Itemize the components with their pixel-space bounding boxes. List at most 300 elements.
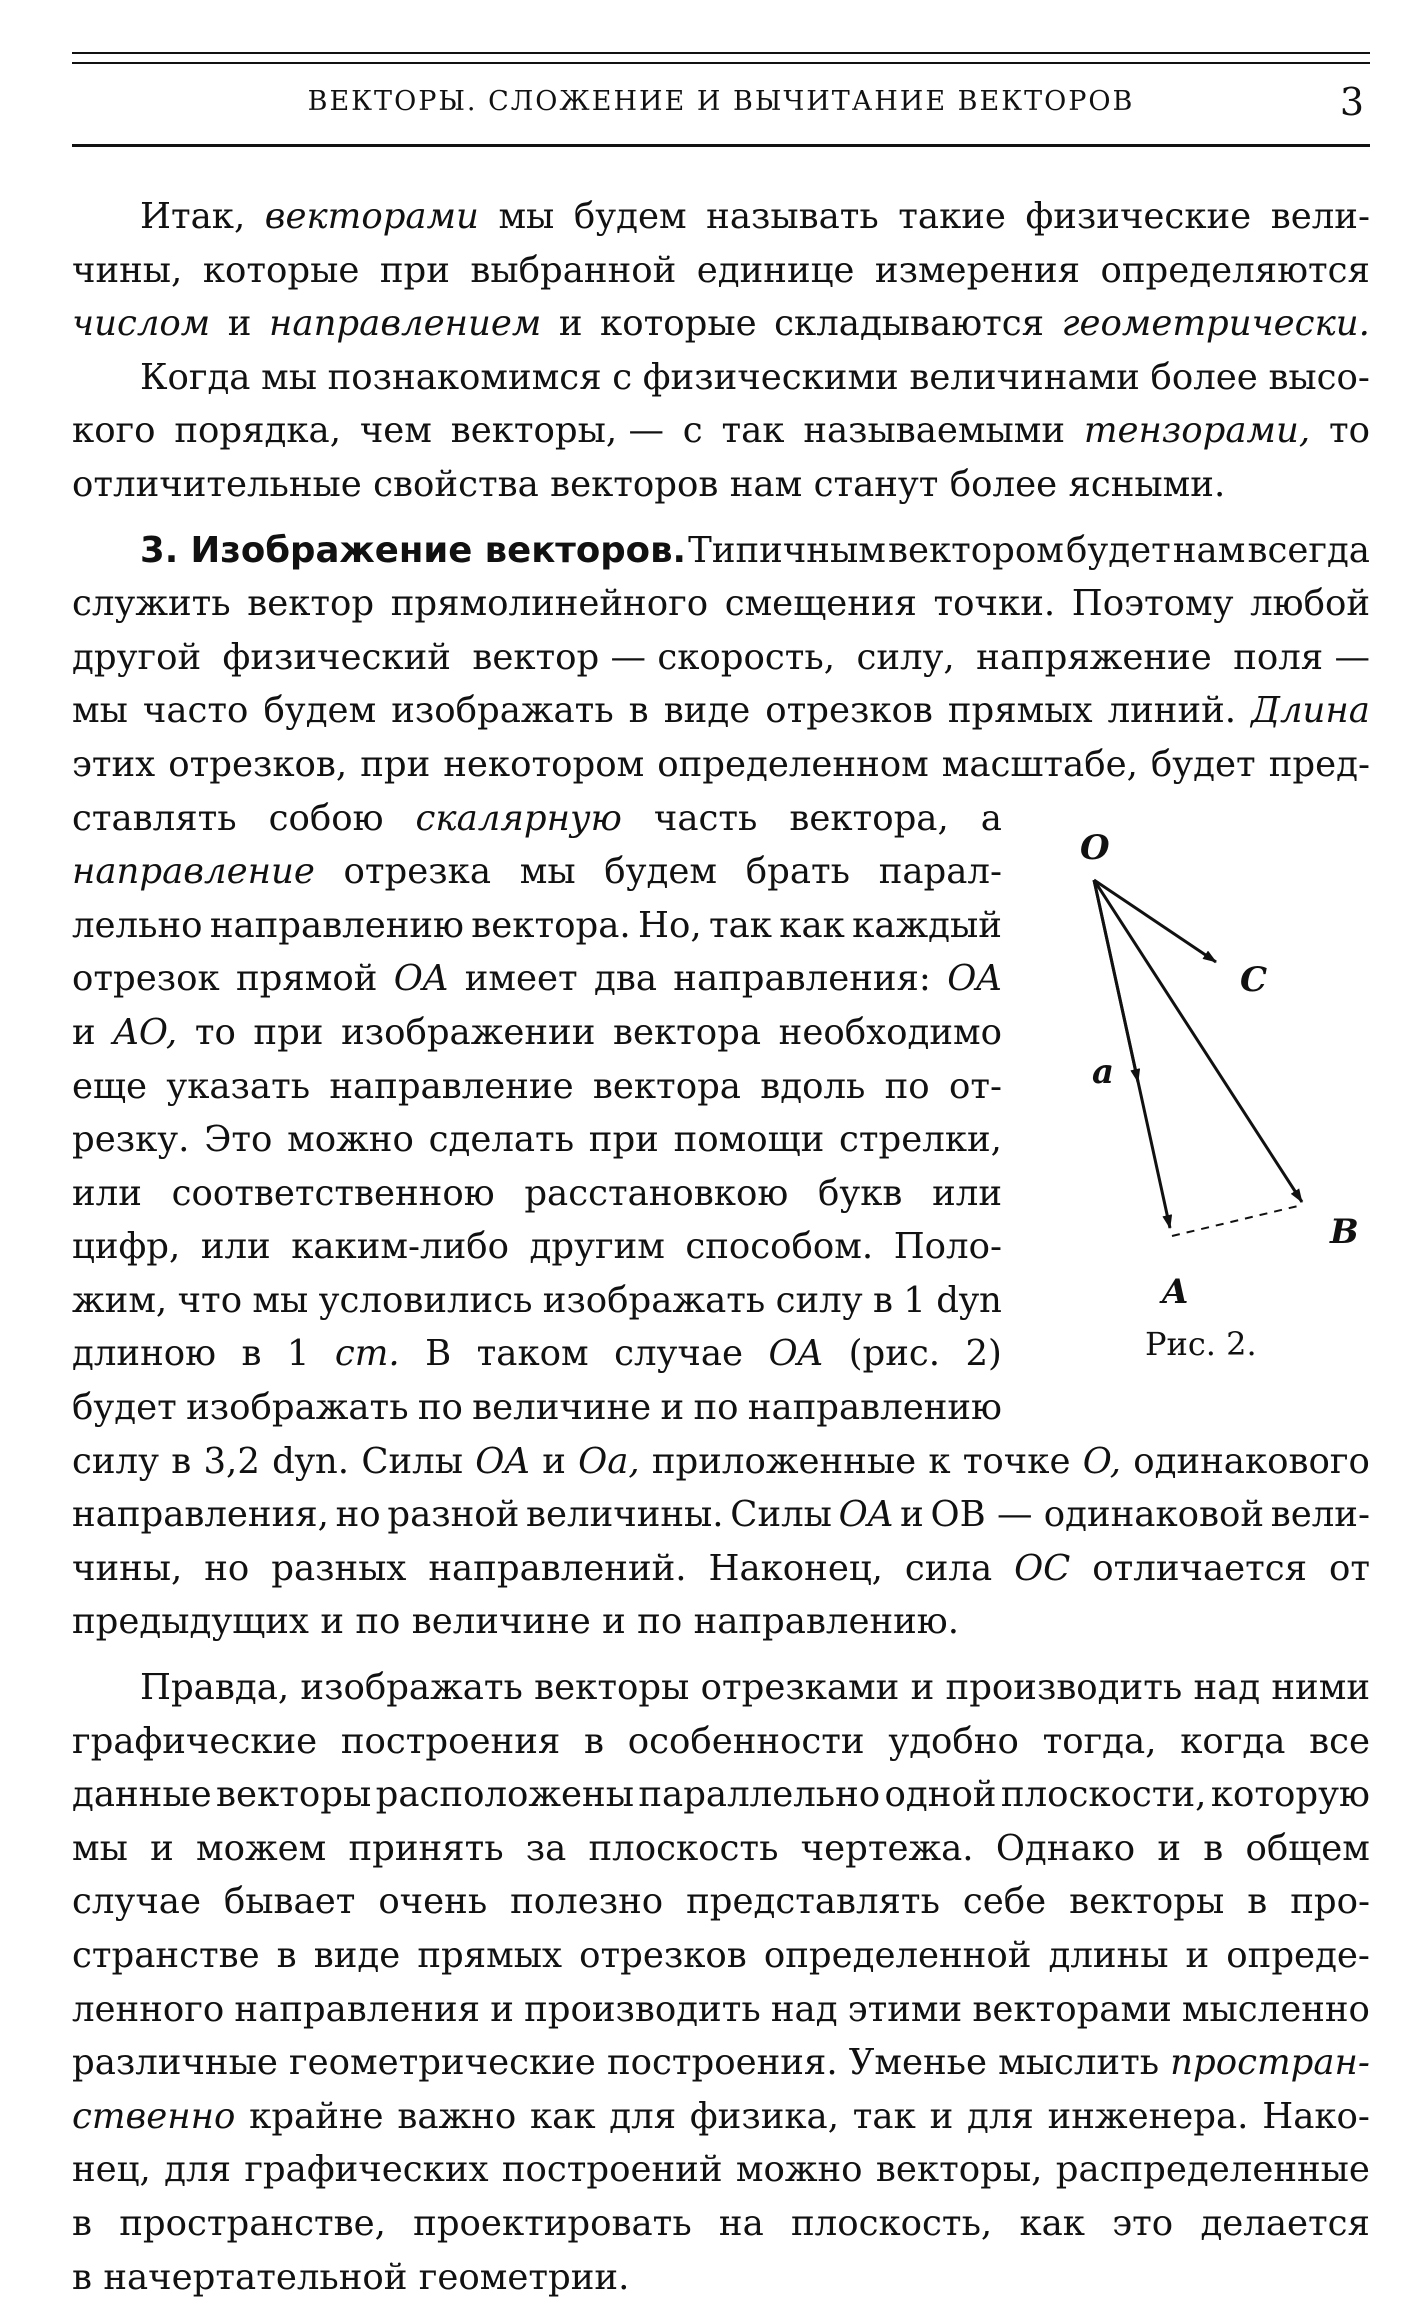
word: в [628, 690, 649, 732]
word: то [194, 1011, 236, 1053]
label-O: O [1080, 828, 1110, 868]
word: цифр, [72, 1226, 181, 1268]
word: OA [838, 1494, 894, 1536]
word: и [1157, 1827, 1182, 1869]
word: нам [729, 463, 803, 505]
word: направления [234, 1988, 481, 2030]
word: при [360, 743, 431, 785]
word: будем [573, 196, 687, 237]
word: AO, [113, 1011, 178, 1053]
word: важно [397, 2095, 517, 2137]
label-A: A [1162, 1272, 1189, 1312]
word: величинами [909, 356, 1140, 398]
word: ственно [72, 2095, 236, 2137]
word: свойства [373, 463, 539, 505]
word: тензорами, [1083, 410, 1311, 452]
word: мы [519, 851, 576, 893]
word: вели- [1270, 1494, 1370, 1536]
word: длиною [72, 1333, 217, 1375]
word: направлений. [428, 1547, 687, 1589]
word: направлением [269, 303, 542, 345]
word: для [164, 2149, 231, 2191]
word: которую [1210, 1774, 1370, 1816]
word: чертежа. [800, 1827, 974, 1869]
word: расстановкою [524, 1172, 789, 1214]
word: в [72, 2202, 92, 2244]
word: силу [775, 1279, 863, 1321]
word: называть [706, 196, 879, 237]
word: и [929, 2095, 954, 2137]
word: очень [378, 1881, 488, 1923]
word: построения [340, 1720, 561, 1762]
word: вектором [887, 529, 1064, 571]
running-title: ВЕКТОРЫ. СЛОЖЕНИЕ И ВЫЧИТАНИЕ ВЕКТОРОВ [307, 86, 1135, 117]
word: этими [847, 1988, 963, 2030]
text-line [72, 684, 1370, 738]
text-line [72, 1595, 1370, 1649]
word: плоскость, [791, 2202, 993, 2244]
word: OC [1014, 1547, 1071, 1589]
word: расположены [375, 1774, 634, 1816]
word: масштабе, [941, 743, 1138, 785]
text-line [72, 1822, 1370, 1876]
word: более [949, 463, 1058, 505]
word: направления, [72, 1494, 329, 1536]
word: измерения [874, 249, 1081, 291]
word: изображении [341, 1011, 596, 1053]
word: точки. [933, 583, 1056, 625]
word: чем [359, 410, 432, 452]
word: прямолинейного [390, 583, 709, 625]
word: чины, [72, 249, 183, 291]
word: более [1150, 356, 1258, 398]
word: Oa, [578, 1440, 640, 1482]
word: определенном [657, 743, 929, 785]
word: построений [501, 2149, 723, 2191]
word: разной [387, 1494, 520, 1536]
word: OA [947, 958, 1002, 1000]
word: и [900, 1494, 924, 1536]
text-line [72, 845, 1002, 899]
word: все [1309, 1720, 1370, 1762]
word: и [72, 1011, 96, 1053]
word: жим, [72, 1279, 168, 1321]
word: называемыми [803, 410, 1066, 452]
word: физические [1025, 196, 1252, 237]
word: или [200, 1226, 271, 1268]
word: в [241, 1333, 262, 1375]
word: любой [1250, 583, 1370, 625]
word: вектора [592, 1065, 741, 1107]
word: плоскость [588, 1827, 779, 1869]
word: случае [614, 1333, 744, 1375]
word: и [150, 1827, 174, 1869]
word: станут [813, 463, 939, 505]
word: тогда, [1042, 1720, 1157, 1762]
word: мы [498, 196, 555, 237]
word: В [425, 1333, 452, 1375]
word: единице [696, 249, 855, 291]
word: которые [202, 249, 360, 291]
word: направления: [673, 958, 931, 1000]
header-rule-bottom [72, 144, 1370, 147]
dashed-segment-AB [1172, 1206, 1298, 1236]
word: направление [329, 1065, 574, 1107]
word: часть [653, 797, 758, 839]
text-line [72, 297, 1370, 351]
word: принять [348, 1827, 504, 1869]
word: выбранной [470, 249, 677, 291]
text-line [72, 2251, 1370, 2305]
word: будет [72, 1387, 177, 1429]
word: вектора. [471, 904, 631, 946]
word: над [1193, 1667, 1261, 1709]
word: изображать [186, 1387, 409, 1429]
word: такие [898, 196, 1006, 237]
word: величины. [526, 1494, 724, 1536]
word: различные [72, 2042, 278, 2084]
word: графических [244, 2149, 489, 2191]
word: с [612, 356, 633, 398]
word: линий. [1107, 690, 1237, 732]
word: или [72, 1172, 142, 1214]
word: можем [195, 1827, 327, 1869]
text-line [72, 524, 1370, 578]
word: векторы [534, 1667, 690, 1709]
word: опреде- [1226, 1935, 1370, 1976]
word: отрезками [700, 1667, 900, 1709]
text-line [72, 1875, 1370, 1929]
word: собою [268, 797, 384, 839]
word: изображать [391, 690, 614, 732]
word: стрелки, [839, 1119, 1002, 1161]
word: или [932, 1172, 1002, 1214]
word: в [171, 1440, 192, 1482]
word: сила [904, 1547, 993, 1589]
word: два [593, 958, 657, 1000]
word: Силы [730, 1494, 832, 1536]
word: и [542, 1440, 566, 1482]
word: векторы [1069, 1881, 1225, 1923]
word: физика, [689, 2095, 839, 2137]
text-line [72, 1006, 1002, 1060]
text-line [72, 2143, 1370, 2197]
word: Это [204, 1119, 273, 1161]
word: Длина [1251, 690, 1370, 732]
text-line [72, 792, 1002, 846]
word: производить [945, 1667, 1183, 1709]
word: как [779, 904, 845, 946]
word: начертательной [103, 2256, 408, 2298]
text-line [72, 738, 1370, 792]
word: и [320, 1601, 344, 1643]
word: будем [263, 690, 377, 732]
word: вектора, [789, 797, 949, 839]
word: смещения [724, 583, 917, 625]
word: силу [72, 1440, 159, 1482]
word: данные [72, 1774, 212, 1816]
word: Поэтому [1071, 583, 1234, 625]
word: приложенные [651, 1440, 917, 1482]
word: Силы [361, 1440, 463, 1482]
word: отличается [1092, 1547, 1308, 1589]
word: векторами [972, 1988, 1172, 2030]
word: векторы, [875, 2149, 1043, 2191]
header-rule-top [72, 52, 1370, 54]
text-line [72, 1661, 1370, 1715]
word: по [417, 1387, 463, 1429]
word: с [682, 410, 703, 452]
word: полезно [510, 1881, 664, 1923]
word: часто [142, 690, 249, 732]
word: каким-либо [291, 1226, 509, 1268]
word: когда [1180, 1720, 1286, 1762]
word: ставлять [72, 797, 237, 839]
word: пространстве, [119, 2202, 386, 2244]
word: dyn. [272, 1440, 350, 1482]
word: величине [472, 1387, 652, 1429]
word: и [1185, 1935, 1210, 1976]
word: вектора [612, 1011, 762, 1053]
word: векторы [216, 1774, 372, 1816]
text-line [72, 1274, 1002, 1328]
word: инженера. [1047, 2095, 1249, 2137]
word: вели- [1270, 196, 1370, 237]
word: указать [166, 1065, 311, 1107]
word: виде [313, 1935, 401, 1976]
word: порядка, [174, 410, 342, 452]
word: векторов [550, 463, 719, 505]
word: это [1112, 2202, 1174, 2244]
word: странстве [72, 1935, 260, 1976]
word: так [721, 410, 785, 452]
word: числом [72, 303, 211, 345]
word: прямых [417, 1935, 563, 1976]
vector-diagram [1040, 820, 1360, 1320]
word: бывает [223, 1881, 356, 1923]
word: направлению [209, 904, 464, 946]
word: Итак, [140, 196, 246, 237]
word: по [355, 1601, 401, 1643]
word: будет [1065, 529, 1171, 571]
text-line [72, 1983, 1370, 2037]
text-line [72, 1542, 1370, 1596]
word: мы [72, 690, 128, 732]
word: геометрически. [1061, 303, 1370, 345]
word: направлению. [693, 1601, 959, 1643]
word: проектировать [413, 2202, 692, 2244]
word: условились [318, 1279, 533, 1321]
label-C: C [1240, 960, 1268, 1000]
word: таком [476, 1333, 589, 1375]
word: мы [72, 1827, 128, 1869]
word: Уменье [848, 2042, 987, 2084]
word: чины, [72, 1547, 183, 1589]
word: но [335, 1494, 381, 1536]
word: одной [884, 1774, 997, 1816]
text-line [72, 1715, 1370, 1769]
word: способом. [685, 1226, 874, 1268]
word: Нако- [1262, 2095, 1370, 2137]
word: пред- [1268, 743, 1370, 785]
text-line [72, 1929, 1370, 1983]
text-line [72, 952, 1002, 1006]
word: определяются [1100, 249, 1370, 291]
vector-OC [1094, 880, 1216, 962]
word: отрезков, [168, 743, 348, 785]
word: вдоль [760, 1065, 866, 1107]
word: длины [1048, 1935, 1169, 1976]
word: вектор — скорость, [472, 636, 835, 678]
word: Когда [140, 356, 251, 398]
word: как [1019, 2202, 1085, 2244]
word: 1 [903, 1279, 926, 1321]
text-line [72, 1381, 1002, 1435]
word: делается [1200, 2202, 1370, 2244]
word: отличительные [72, 463, 362, 505]
word: построения. [606, 2042, 838, 2084]
word: складываются [774, 303, 1045, 345]
word: лельно [72, 904, 203, 946]
word: графические [72, 1720, 318, 1762]
text-line [72, 244, 1370, 298]
word: представлять [686, 1881, 940, 1923]
word: производить [524, 1988, 761, 2030]
word: при [253, 1011, 324, 1053]
word: другой [72, 636, 202, 678]
word: параллельно [638, 1774, 881, 1816]
word: так [708, 904, 772, 946]
header-rule-top-second [72, 62, 1370, 64]
word: точке [962, 1440, 1071, 1482]
word: удобно [888, 1720, 1019, 1762]
word: мы [261, 356, 317, 398]
word: в [583, 1720, 604, 1762]
word: ними [1271, 1667, 1370, 1709]
figure-caption: Рис. 2. [1145, 1325, 1257, 1363]
word: при [588, 1119, 659, 1161]
word: физическими [642, 356, 899, 398]
word: помощи [673, 1119, 825, 1161]
word: в [872, 1279, 893, 1321]
text-line [72, 1060, 1002, 1114]
text-line [72, 2197, 1370, 2251]
word: соответственною [171, 1172, 495, 1214]
word: 2) [965, 1333, 1002, 1375]
word: OA [768, 1333, 824, 1375]
word: крайне [249, 2095, 384, 2137]
word: над [770, 1988, 838, 2030]
word: еще [72, 1065, 148, 1107]
word: по [693, 1387, 739, 1429]
word: геометрии. [418, 2256, 630, 2298]
text-line [72, 1113, 1002, 1167]
word: будет [1150, 743, 1256, 785]
text-line [72, 1167, 1002, 1221]
word: векторы, — [450, 410, 664, 452]
word: отрезок [72, 958, 220, 1000]
word: геометрические [288, 2042, 596, 2084]
word: каждый [852, 904, 1002, 946]
page-number: 3 [1339, 80, 1364, 124]
label-a: a [1092, 1052, 1115, 1092]
word: от [1328, 1547, 1370, 1589]
word: и [490, 1988, 514, 2030]
word: поля — [1233, 636, 1370, 678]
word: общем [1245, 1827, 1370, 1869]
word: прямой [235, 958, 378, 1000]
text-line [72, 1488, 1370, 1542]
word: направление [72, 851, 315, 893]
word: виде [663, 690, 751, 732]
word: так [852, 2095, 916, 2137]
word: к [928, 1440, 951, 1482]
word: dyn [936, 1279, 1002, 1321]
text-line [72, 1435, 1370, 1489]
word: изображать [300, 1667, 523, 1709]
word: кого [72, 410, 156, 452]
text-line [72, 1220, 1002, 1274]
text-line [72, 2090, 1370, 2144]
word: и [602, 1601, 626, 1643]
word: OB — одинаковой [930, 1494, 1265, 1536]
word: отрезков [579, 1935, 747, 1976]
running-header [72, 80, 1370, 130]
text-line [72, 2036, 1370, 2090]
word: и [227, 303, 252, 345]
text-line [72, 1327, 1002, 1381]
word: случае [72, 1881, 201, 1923]
text-line [72, 631, 1370, 685]
word: Но, [638, 904, 702, 946]
word: изображать [542, 1279, 766, 1321]
word: силу, [856, 636, 955, 678]
word: резку. [72, 1119, 190, 1161]
word: Типичным [688, 529, 886, 571]
word: можно [287, 1119, 414, 1161]
word: скалярную [415, 797, 622, 839]
word: нам [1172, 529, 1246, 571]
label-B: B [1330, 1212, 1359, 1252]
word: Правда, [140, 1667, 290, 1709]
word: (рис. [848, 1333, 941, 1375]
word: направлению [747, 1387, 1002, 1429]
word: служить [72, 583, 231, 625]
text-line [72, 404, 1370, 458]
word: букв [817, 1172, 903, 1214]
word: и [558, 303, 583, 345]
word: необходимо [778, 1011, 1002, 1053]
word: предыдущих [72, 1601, 309, 1643]
word: в [1203, 1827, 1224, 1869]
word: всегда [1247, 529, 1370, 571]
word: на [718, 2202, 764, 2244]
word: мысленно [1181, 1988, 1370, 2030]
word: разных [271, 1547, 407, 1589]
word: простран- [1170, 2042, 1370, 2084]
word: отрезков [765, 690, 933, 732]
vector-OB [1094, 880, 1302, 1202]
word: особенности [627, 1720, 865, 1762]
word: как [529, 2095, 596, 2137]
text-line [72, 1768, 1370, 1822]
vector-figure [1040, 820, 1360, 1380]
word: по [884, 1065, 930, 1107]
word: по [637, 1601, 683, 1643]
word: про- [1290, 1881, 1370, 1923]
word: будем [604, 851, 718, 893]
word: векторами [264, 196, 479, 237]
